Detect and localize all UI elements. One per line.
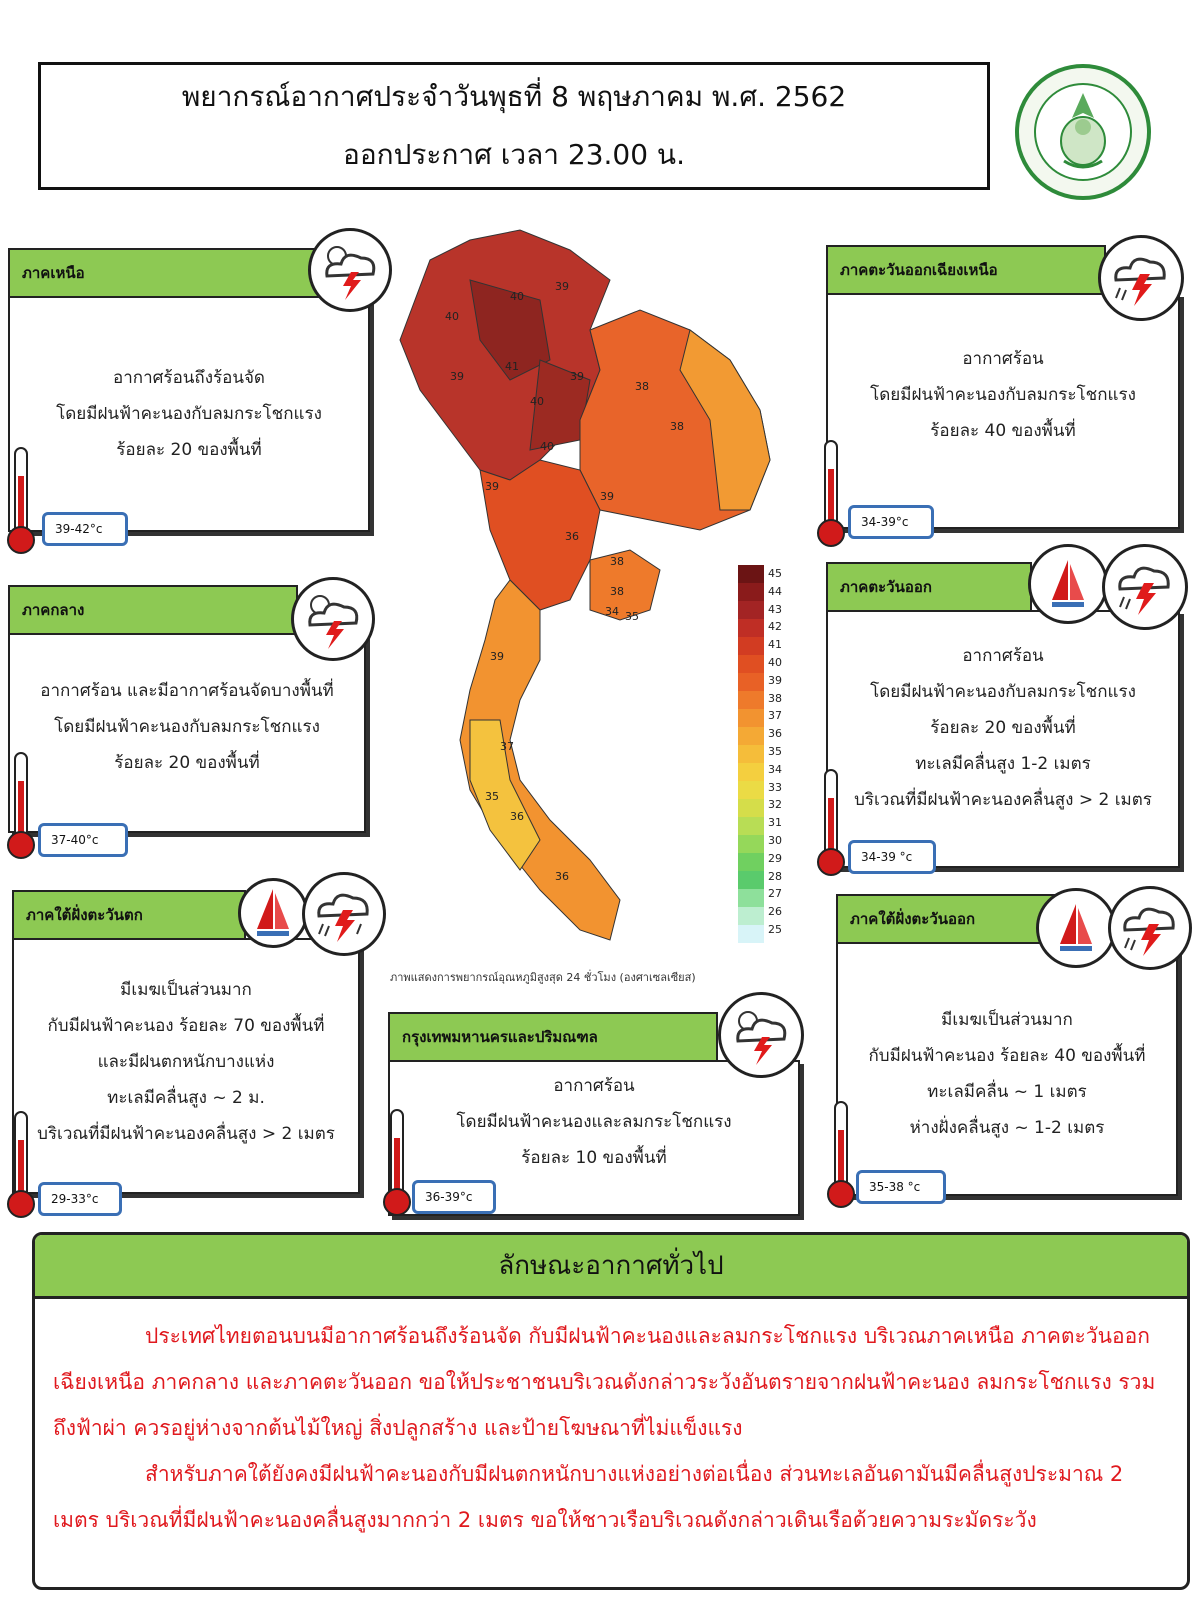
- contour-label: 38: [670, 420, 684, 433]
- scale-label: 29: [768, 851, 782, 865]
- forecast-line: อากาศร้อน: [553, 1076, 635, 1096]
- thermometer-icon: [826, 1100, 856, 1210]
- scale-label: 34: [768, 762, 782, 776]
- forecast-line: มีเมฆเป็นส่วนมาก: [941, 1010, 1073, 1030]
- sailboat-warning-icon: [1036, 888, 1116, 968]
- scale-label: 27: [768, 887, 782, 901]
- contour-label: 39: [570, 370, 584, 383]
- contour-label: 41: [505, 360, 519, 373]
- scale-swatch: [738, 709, 764, 728]
- scale-swatch: [738, 601, 764, 620]
- scale-label: 32: [768, 798, 782, 812]
- sailboat-warning-icon: [238, 878, 308, 948]
- scale-swatch: [738, 817, 764, 836]
- forecast-line: ทะเลมีคลื่น ~ 1 เมตร: [927, 1082, 1087, 1102]
- sailboat-warning-icon: [1028, 544, 1108, 624]
- region-panel-south-west: [12, 890, 372, 1220]
- scale-label: 44: [768, 584, 782, 598]
- thermometer-icon: [6, 1110, 36, 1220]
- temperature-range-badge: 36-39°c: [412, 1180, 496, 1214]
- region-heading: ภาคกลาง: [8, 585, 298, 635]
- forecast-title: พยากรณ์อากาศประจำวันพุธที่ 8 พฤษภาคม พ.ศ. 2562: [181, 80, 847, 113]
- temperature-scale-labels: [768, 565, 798, 939]
- forecast-line: ร้อยละ 20 ของพื้นที่: [930, 718, 1076, 738]
- region-panel-northeast: [826, 245, 1192, 545]
- temperature-range-badge: 37-40°c: [38, 823, 128, 857]
- scale-swatch: [738, 871, 764, 890]
- thermometer-icon: [6, 751, 36, 861]
- scale-label: 30: [768, 833, 782, 847]
- forecast-line: กับมีฝนฟ้าคะนอง ร้อยละ 40 ของพื้นที่: [868, 1046, 1146, 1066]
- temperature-color-scale: [738, 565, 764, 943]
- forecast-line: โดยมีฝนฟ้าคะนองกับลมกระโชกแรง: [870, 682, 1136, 702]
- temperature-range-badge: 29-33°c: [38, 1182, 122, 1216]
- general-weather-box: [32, 1232, 1190, 1590]
- scale-swatch: [738, 619, 764, 638]
- forecast-line: อากาศร้อน: [962, 646, 1044, 666]
- scale-label: 25: [768, 922, 782, 936]
- region-panel-east: [826, 562, 1192, 882]
- thermometer-icon: [816, 439, 846, 549]
- thunderstorm-icon: [308, 228, 392, 312]
- scale-swatch: [738, 781, 764, 800]
- forecast-line: และมีฝนตกหนักบางแห่ง: [97, 1052, 275, 1072]
- thermometer-icon: [816, 768, 846, 878]
- thunderstorm-icon: [1098, 235, 1184, 321]
- thunderstorm-icon: [718, 992, 804, 1078]
- general-weather-paragraph: สำหรับภาคใต้ยังคงมีฝนฟ้าคะนองกับมีฝนตกหนักบางแห่งอย่างต่อเนื่อง ส่วนทะเลอันดามันมีคลื่นสูงประมาณ 2 เมตร บริเวณที่มีฝนฟ้าคะนองคลื่นสูงมากกว่า 2 เมตร ขอให้ชาวเรือบริเวณดังกล่าวเดินเรือด้วยความระมัดระวัง: [53, 1462, 1124, 1532]
- contour-label: 40: [530, 395, 544, 408]
- forecast-line: อากาศร้อนถึงร้อนจัด: [113, 368, 265, 388]
- thermometer-icon: [6, 446, 36, 556]
- scale-label: 43: [768, 602, 782, 616]
- general-weather-paragraph: ประเทศไทยตอนบนมีอากาศร้อนถึงร้อนจัด กับมีฝนฟ้าคะนองและลมกระโชกแรง บริเวณภาคเหนือ ภาคตะวันออกเฉียงเหนือ ภาคกลาง และภาคตะวันออก ขอให้ประชาชนบริเวณดังกล่าวระวังอันตรายจากฝนฟ้าคะนอง ลมกระโชกแรง รวมถึงฟ้าผ่า ควรอยู่ห่างจากต้นไม้ใหญ่ สิ่งปลูกสร้าง และป้ายโฆษณาที่ไม่แข็งแรง: [53, 1324, 1156, 1440]
- scale-swatch: [738, 745, 764, 764]
- forecast-line: โดยมีฝนฟ้าคะนองกับลมกระโชกแรง: [56, 404, 322, 424]
- forecast-line: อากาศร้อน และมีอากาศร้อนจัดบางพื้นที่: [40, 681, 334, 701]
- forecast-line: ห่างฝั่งคลื่นสูง ~ 1-2 เมตร: [909, 1118, 1105, 1138]
- region-heading: ภาคใต้ฝั่งตะวันออก: [836, 894, 1062, 944]
- forecast-line: ร้อยละ 40 ของพื้นที่: [930, 421, 1076, 441]
- contour-label: 34: [605, 605, 619, 618]
- contour-label: 35: [625, 610, 639, 623]
- thermometer-icon: [382, 1108, 412, 1218]
- scale-label: 33: [768, 780, 782, 794]
- scale-swatch: [738, 925, 764, 943]
- region-panel-central: [8, 585, 378, 845]
- region-heading: ภาคตะวันออกเฉียงเหนือ: [826, 245, 1106, 295]
- contour-label: 36: [565, 530, 579, 543]
- scale-swatch: [738, 799, 764, 818]
- forecast-title-box: [38, 62, 990, 190]
- contour-label: 36: [555, 870, 569, 883]
- scale-swatch: [738, 691, 764, 710]
- contour-label: 36: [510, 810, 524, 823]
- scale-label: 35: [768, 744, 782, 758]
- scale-label: 36: [768, 727, 782, 741]
- scale-label: 38: [768, 691, 782, 705]
- temperature-range-badge: 34-39°c: [848, 505, 934, 539]
- contour-label: 35: [485, 790, 499, 803]
- scale-swatch: [738, 727, 764, 746]
- contour-label: 39: [600, 490, 614, 503]
- thunderstorm-icon: [1102, 544, 1188, 630]
- scale-swatch: [738, 853, 764, 872]
- scale-swatch: [738, 565, 764, 584]
- forecast-line: ร้อยละ 10 ของพื้นที่: [521, 1148, 667, 1168]
- contour-label: 37: [500, 740, 514, 753]
- scale-label: 26: [768, 905, 782, 919]
- contour-label: 39: [555, 280, 569, 293]
- scale-swatch: [738, 655, 764, 674]
- contour-label: 38: [610, 585, 624, 598]
- scale-swatch: [738, 637, 764, 656]
- scale-label: 31: [768, 816, 782, 830]
- scale-label: 39: [768, 673, 782, 687]
- scale-swatch: [738, 889, 764, 908]
- scale-label: 28: [768, 869, 782, 883]
- issue-time: ออกประกาศ เวลา 23.00 น.: [343, 138, 685, 171]
- forecast-line: โดยมีฝนฟ้าคะนองกับลมกระโชกแรง: [870, 385, 1136, 405]
- contour-label: 40: [540, 440, 554, 453]
- forecast-line: โดยมีฝนฟ้าคะนองกับลมกระโชกแรง: [54, 717, 320, 737]
- scale-swatch: [738, 673, 764, 692]
- forecast-line: บริเวณที่มีฝนฟ้าคะนองคลื่นสูง > 2 เมตร: [854, 790, 1152, 810]
- contour-label: 38: [610, 555, 624, 568]
- contour-label: 39: [450, 370, 464, 383]
- region-panel-north: [8, 248, 378, 548]
- forecast-line: มีเมฆเป็นส่วนมาก: [120, 980, 252, 1000]
- temperature-range-badge: 35-38 °c: [856, 1170, 946, 1204]
- general-weather-heading: ลักษณะอากาศทั่วไป: [35, 1235, 1187, 1299]
- contour-label: 40: [510, 290, 524, 303]
- scale-swatch: [738, 835, 764, 854]
- region-panel-south-east: [836, 894, 1192, 1214]
- forecast-line: โดยมีฝนฟ้าคะนองและลมกระโชกแรง: [456, 1112, 732, 1132]
- scale-swatch: [738, 907, 764, 926]
- contour-label: 40: [445, 310, 459, 323]
- thunderstorm-icon: [291, 577, 375, 661]
- scale-swatch: [738, 583, 764, 602]
- region-heading: ภาคตะวันออก: [826, 562, 1032, 612]
- contour-label: 39: [485, 480, 499, 493]
- region-heading: ภาคเหนือ: [8, 248, 320, 298]
- scale-swatch: [738, 763, 764, 782]
- meteorological-department-logo: [1014, 63, 1152, 201]
- temperature-range-badge: 34-39 °c: [848, 840, 936, 874]
- scale-label: 45: [768, 567, 782, 580]
- scale-label: 42: [768, 620, 782, 634]
- contour-label: 39: [490, 650, 504, 663]
- forecast-line: กับมีฝนฟ้าคะนอง ร้อยละ 70 ของพื้นที่: [47, 1016, 325, 1036]
- region-heading: ภาคใต้ฝั่งตะวันตก: [12, 890, 246, 940]
- forecast-line: บริเวณที่มีฝนฟ้าคะนองคลื่นสูง > 2 เมตร: [37, 1124, 335, 1144]
- forecast-line: ร้อยละ 20 ของพื้นที่: [116, 440, 262, 460]
- region-heading: กรุงเทพมหานครและปริมณฑล: [388, 1012, 718, 1062]
- contour-label: 38: [635, 380, 649, 393]
- thailand-temperature-map: [390, 220, 790, 960]
- scale-label: 37: [768, 709, 782, 723]
- forecast-line: ทะเลมีคลื่นสูง ~ 2 ม.: [107, 1088, 265, 1108]
- region-panel-bangkok: [388, 1012, 808, 1222]
- scale-label: 40: [768, 655, 782, 669]
- scale-label: 41: [768, 638, 782, 652]
- thunderstorm-icon: [1108, 886, 1192, 970]
- map-caption: ภาพแสดงการพยากรณ์อุณหภูมิสูงสุด 24 ชั่วโมง (องศาเซลเซียส): [390, 971, 696, 984]
- temperature-range-badge: 39-42°c: [42, 512, 128, 546]
- forecast-line: ร้อยละ 20 ของพื้นที่: [114, 753, 260, 773]
- heavy-thunderstorm-icon: [302, 872, 386, 956]
- forecast-line: อากาศร้อน: [962, 349, 1044, 369]
- forecast-line: ทะเลมีคลื่นสูง 1-2 เมตร: [915, 754, 1091, 774]
